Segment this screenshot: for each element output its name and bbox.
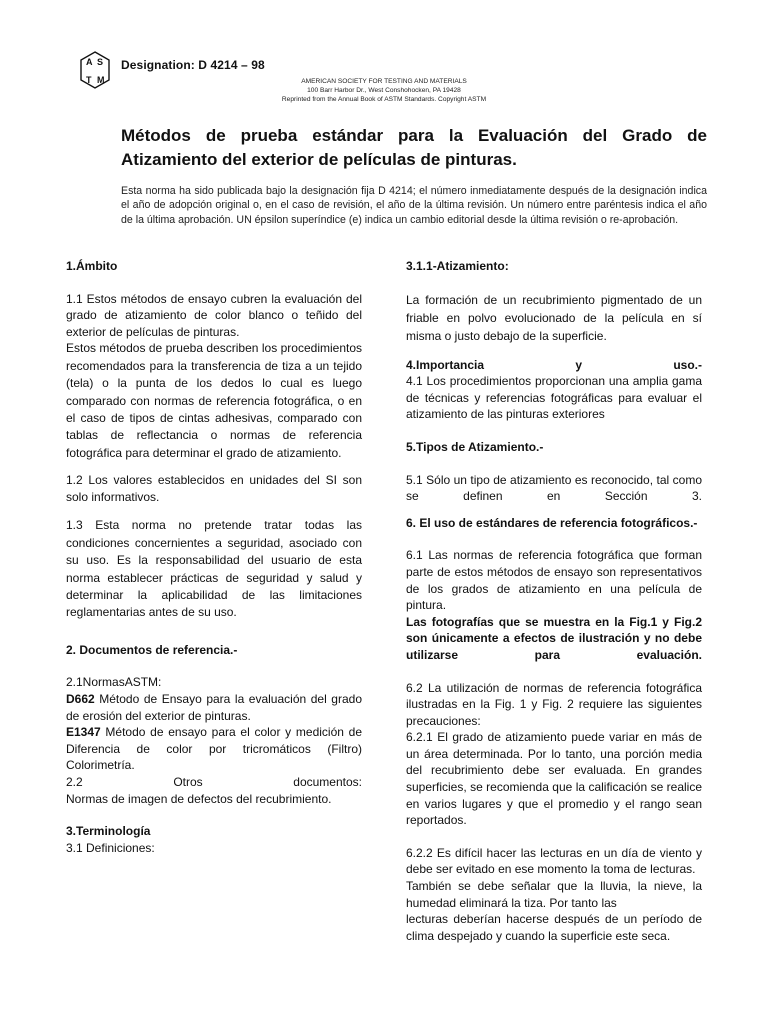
- astm-logo: [78, 50, 112, 90]
- intro-paragraph: Esta norma ha sido publicada bajo la designación fija D 4214; el número inmediatamente después de la designación indica el año de adopción original o, en el caso de revisión, el año de la última revisión. Un número entre paréntesis indica el año de la última aprobación. UN épsilon superíndice (e) indica un cambio editorial desde la última revisión o re-aprobación.: [121, 185, 707, 226]
- section-1-heading: 1.Ámbito: [66, 259, 118, 273]
- para-1-1: 1.1 Estos métodos de ensayo cubren la evaluación del grado de atizamiento de color blanco o teñido del exterior de películas de pinturas.: [66, 291, 362, 339]
- para-2-2: 2.2 Otros documentos:: [66, 775, 362, 789]
- section-3-heading: 3.Terminología: [66, 824, 151, 839]
- reprint-note: Reprinted from the Annual Book of ASTM Standards. Copyright ASTM: [281, 96, 487, 103]
- ref-d662-code: D662: [66, 692, 95, 707]
- society-info: [250, 77, 518, 104]
- section-5-heading: 5.Tipos de Atizamiento.-: [406, 439, 544, 454]
- para-3-1: 3.1 Definiciones:: [66, 840, 155, 855]
- para-6-2-1: 6.2.1 El grado de atizamiento puede variar en más de un área determinada. Por lo tanto, una porción media del recubrimiento debe ser evaluada. En grandes superficies, se recomienda que la calificación se realice en varios lugares y que el promedio y el rango sean reportados.: [406, 730, 702, 828]
- right-column: [406, 258, 702, 944]
- ref-e1347-code: E1347: [66, 725, 101, 740]
- svg-text:M: M: [97, 75, 105, 85]
- svg-text:S: S: [97, 57, 104, 67]
- para-5-1: 5.1 Sólo un tipo de atizamiento es reconocido, tal como se definen en Sección 3.: [406, 472, 702, 504]
- svg-text:A: A: [86, 57, 93, 67]
- section-6-heading: 6. El uso de estándares de referencia fotográficos.-: [406, 515, 698, 530]
- para-1-1-cont: Estos métodos de prueba describen los procedimientos recomendados para la transferencia de tiza a un tejido (tela) o la punta de los dedos lo cual es luego comparado con normas de referencia fotográfica, o en el caso de tipos de cintas adhesivas, comparado con tablas de reflectancia o normas de referencia fotográfica para determinar el grado de atizamiento.: [66, 341, 362, 460]
- section-4-heading: 4.Importancia y uso.-: [406, 357, 702, 372]
- para-6-1-notice: Las fotografías que se muestra en la Fig.1 y Fig.2 son únicamente a efectos de ilustración y no debe utilizarse para evaluación.: [406, 614, 702, 662]
- para-6-2-2: 6.2.2 Es difícil hacer las lecturas en un día de viento y debe ser evitado en ese momento la toma de lecturas.: [406, 845, 702, 877]
- para-6-2-2-cont: También se debe señalar que la lluvia, la nieve, la humedad eliminará la tiza. Por tanto las: [406, 879, 702, 910]
- society-name: AMERICAN SOCIETY FOR TESTING AND MATERIALS: [301, 78, 467, 85]
- para-3-1-1: La formación de un recubrimiento pigmentado de un friable en polvo evolucionado de la película en sí misma o justo debajo de la superficie.: [406, 292, 702, 343]
- ref-d662: [66, 691, 362, 724]
- ref-e1347-text: Método de ensayo para el color y medición de Diferencia de color por tricromáticos (Filtro) Colorimetría.: [66, 725, 362, 773]
- ref-e1347: [66, 724, 362, 774]
- document-title: Métodos de prueba estándar para la Evaluación del Grado de Atizamiento del exterior de películas de pinturas.: [121, 126, 707, 169]
- para-1-2: 1.2 Los valores establecidos en unidades del SI son solo informativos.: [66, 473, 362, 504]
- para-2-1: 2.1NormasASTM:: [66, 675, 162, 690]
- designation: Designation: D 4214 – 98: [121, 58, 265, 72]
- para-6-2: 6.2 La utilización de normas de referencia fotográfica ilustradas en la Fig. 1 y Fig. 2 requiere las siguientes precauciones:: [406, 680, 702, 728]
- ref-d662-text: Método de Ensayo para la evaluación del grado de erosión del exterior de pinturas.: [66, 692, 362, 723]
- svg-text:T: T: [86, 75, 92, 85]
- para-2-2-cont: Normas de imagen de defectos del recubrimiento.: [66, 791, 332, 806]
- left-column: [66, 258, 362, 856]
- para-6-1: 6.1 Las normas de referencia fotográfica que forman parte de estos métodos de ensayo son representativos de los grados de atizamiento en una película de pintura.: [406, 548, 702, 613]
- para-1-3: 1.3 Esta norma no pretende tratar todas las condiciones concernientes a seguridad, asociado con su uso. Es la responsabilidad del usuario de esta norma establecer prácticas de seguridad y salud y determinar la aplicabilidad de las limitaciones reglamentarias antes de su uso.: [66, 518, 362, 620]
- para-4-1: 4.1 Los procedimientos proporcionan una amplia gama de técnicas y referencias fotográficas para evaluar el atizamiento de las pinturas exteriores: [406, 374, 702, 422]
- section-2-heading: 2. Documentos de referencia.-: [66, 642, 238, 657]
- society-address: 100 Barr Harbor Dr., West Conshohocken, PA 19428: [307, 87, 461, 94]
- section-3-1-1-heading: 3.1.1-Atizamiento:: [406, 259, 509, 273]
- para-6-2-2-end: lecturas deberían hacerse después de un período de clima despejado y cuando la superficie este seca.: [406, 912, 702, 943]
